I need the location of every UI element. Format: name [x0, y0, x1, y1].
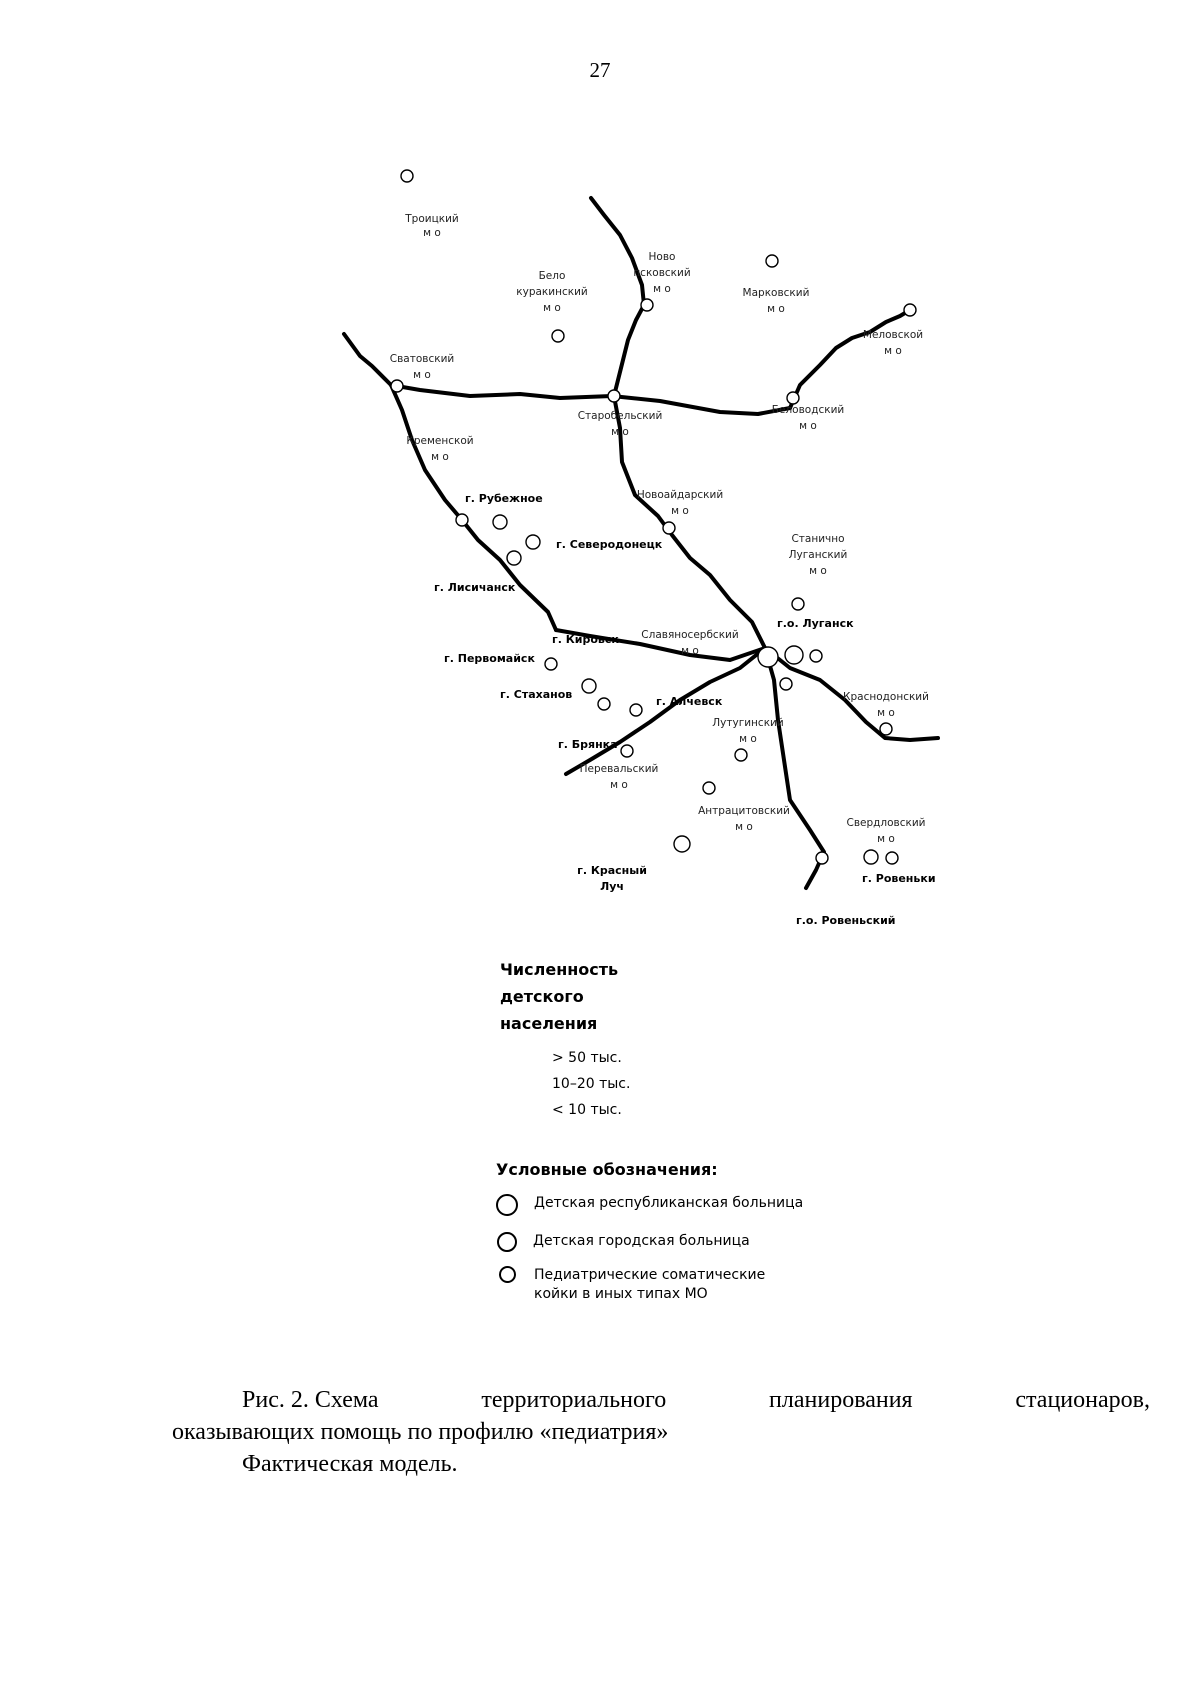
marker-lugansk-republic	[758, 647, 778, 667]
legend-item-city-hospital	[496, 1232, 750, 1252]
caption-line-3: Фактическая модель.	[242, 1451, 458, 1477]
label-stanichno: Станично Луганский м о	[788, 533, 848, 577]
marker-krasny-luch	[674, 836, 690, 852]
legend-item-republic-hospital	[496, 1194, 803, 1216]
map-labels	[390, 213, 936, 927]
symbols-legend-title: Условные обозначения:	[496, 1160, 718, 1179]
legend-item-pediatric-beds	[496, 1266, 765, 1304]
label-svatovskiy: Сватовский м о	[389, 353, 455, 381]
population-item-medium: 10–20 тыс.	[552, 1076, 631, 1092]
population-legend-title	[500, 956, 618, 1037]
caption-word: стационаров,	[1015, 1387, 1150, 1413]
marker-starobelskiy	[608, 390, 620, 402]
label-novopskovskiy: Ново псковский м о	[633, 251, 691, 295]
legend-item-label: Детская республиканская больница	[534, 1195, 804, 1211]
marker-krasnodonskiy	[880, 723, 892, 735]
label-sverdlovskiy: Свердловский м о	[846, 817, 926, 845]
label-slavyanoserbskiy: Славяносербский м о	[641, 629, 739, 657]
marker-alchevsk-2	[630, 704, 642, 716]
label-krasnodonskiy: Краснодонский м о	[843, 691, 929, 719]
label-rovenki: г. Ровеньки	[862, 872, 936, 885]
label-belovodskiy: Беловодский м о	[771, 404, 845, 432]
label-antratsitovskiy: Антрацитовский м о	[698, 805, 790, 833]
marker-novopskovskiy	[641, 299, 653, 311]
marker-perevalskiy	[621, 745, 633, 757]
marker-svatovskiy	[391, 380, 403, 392]
marker-markovskiy	[766, 255, 778, 267]
caption-line-1	[172, 1384, 1150, 1416]
marker-rubezhnoe-2	[493, 515, 507, 529]
caption-line-2: оказывающих помощь по профилю «педиатрия»	[172, 1419, 669, 1445]
caption-word: территориального	[481, 1387, 667, 1413]
marker-lutuginskiy	[735, 749, 747, 761]
medium-circle-icon	[497, 1232, 517, 1252]
marker-troickiy	[401, 170, 413, 182]
label-melovskoy: Меловской м о	[862, 329, 924, 357]
label-markovskiy: Марковский м о	[742, 287, 810, 315]
marker-belovodskiy	[787, 392, 799, 404]
marker-rovenkovskiy	[816, 852, 828, 864]
label-lutuginskiy: Лутугинский м о	[712, 717, 784, 745]
label-perevalskiy: Перевальский м о	[579, 763, 659, 791]
caption-word: планирования	[769, 1387, 913, 1413]
road-svatovo-north	[344, 334, 391, 385]
legend-item-label: Детская городская больница	[533, 1233, 750, 1249]
marker-lugansk-south	[780, 678, 792, 690]
marker-lugansk-city	[785, 646, 803, 664]
road-lugansk-rovenki	[765, 648, 824, 888]
road-belovodsk-melovoe	[790, 310, 910, 408]
label-rovenkovskiy: г.о. Ровеньский	[796, 914, 896, 927]
label-alchevsk: г. Алчевск	[656, 695, 723, 708]
label-kremennskiy: Кременской м о	[406, 435, 474, 463]
label-starobelskiy: Старобельский м о	[577, 410, 663, 438]
marker-pervomaysk	[545, 658, 557, 670]
caption-word: Рис. 2. Схема	[242, 1387, 379, 1413]
marker-alchevsk-1	[598, 698, 610, 710]
population-item-large: > 50 тыс.	[552, 1050, 622, 1066]
marker-stakhanov	[582, 679, 596, 693]
label-lugansk: г.о. Луганск	[777, 617, 854, 630]
population-legend-title-line: Численность	[500, 960, 619, 979]
label-lisichansk: г. Лисичанск	[434, 581, 516, 594]
figure-caption	[172, 1384, 1150, 1480]
marker-lisichansk	[507, 551, 521, 565]
label-rubezhnoe: г. Рубежное	[465, 492, 543, 505]
marker-sverdlovskiy	[864, 850, 878, 864]
marker-sverdlovskiy-2	[886, 852, 898, 864]
population-item-small: < 10 тыс.	[552, 1102, 622, 1118]
marker-antratsitovskiy	[703, 782, 715, 794]
small-circle-icon	[499, 1266, 516, 1283]
label-bryanka: г. Брянка	[558, 738, 618, 751]
marker-melovskoy	[904, 304, 916, 316]
marker-lugansk-small	[810, 650, 822, 662]
legend-item-label-line: койки в иных типах МО	[534, 1286, 708, 1302]
marker-rubezhnoe	[456, 514, 468, 526]
road-starobelsk-lugansk	[614, 396, 765, 648]
population-legend-title-line: детского	[500, 987, 584, 1006]
marker-novoaydarskiy	[663, 522, 675, 534]
label-severodonetsk: г. Северодонецк	[556, 538, 663, 551]
label-novoaydarskiy: Новоайдарский м о	[636, 489, 724, 517]
large-circle-icon	[496, 1194, 518, 1216]
marker-stanichno	[792, 598, 804, 610]
legend-item-label	[534, 1266, 765, 1304]
label-pervomaysk: г. Первомайск	[444, 652, 535, 665]
label-stakhanov: г. Стаханов	[500, 688, 573, 701]
label-troickiy: Троицкий м о	[405, 213, 459, 239]
page-number: 27	[589, 58, 611, 82]
road-novopskov-starobelsk	[591, 198, 644, 396]
label-belokurakinskiy: Бело куракинский м о	[516, 270, 588, 314]
label-kirovsk: г. Кировск	[552, 633, 619, 646]
marker-severodonetsk	[526, 535, 540, 549]
legend-item-label-line: Педиатрические соматические	[534, 1267, 766, 1283]
label-krasny-luch: г. Красный Луч	[577, 864, 647, 893]
population-legend-title-line: населения	[500, 1014, 598, 1033]
marker-belokurakinskiy	[552, 330, 564, 342]
